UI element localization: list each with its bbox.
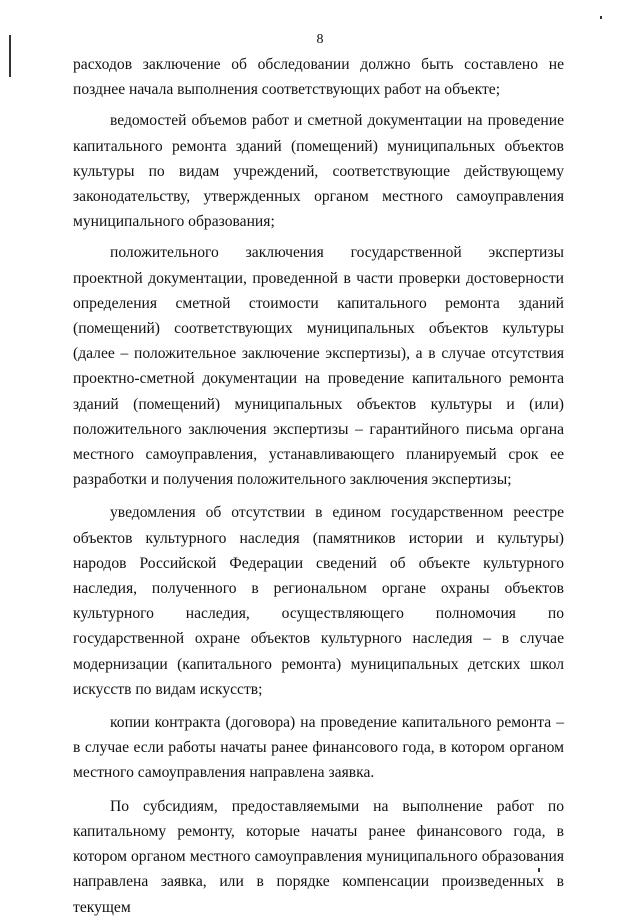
document-body — [73, 52, 564, 920]
paragraph-continuation: расходов заключение об обследовании должно быть составлено не позднее начала выполнения соответствующих работ на объекте; — [73, 56, 564, 99]
paragraph-work-statements: ведомостей объемов работ и сметной документации на проведение капитального ремонта зданий (помещений) муниципальных объектов культуры по видам учреждений, соответствующие действующему законодательству, утвержденных органом местного самоуправления муниципального образования; — [73, 112, 564, 231]
paragraph-subsidies: По субсидиям, предоставляемыми на выполнение работ по капитальному ремонту, которые начаты ранее финансового года, в котором органом местного самоуправления муниципального образования направлена заявка, или в порядке компенсации произведенных в текущем — [73, 797, 564, 916]
page-number: 8 — [316, 32, 324, 47]
scan-dot — [600, 16, 602, 19]
paragraph-heritage-notice: уведомления об отсутствии в едином государственном реестре объектов культурного наследия (памятников истории и культуры) народов Российской Федерации сведений об объекте культурного наследия, полученного в региональном органе охраны объектов культурного наследия, осуществляющего полномочия по государственной охране объектов культурного наследия – в случае модернизации (капитального ремонта) муниципальных детских школ искусств по видам искусств; — [73, 504, 564, 698]
paragraph-contract-copy: копии контракта (договора) на проведение капитального ремонта – в случае если работы начаты ранее финансового года, в котором органом местного самоуправления направлена заявка. — [73, 714, 564, 782]
paragraph-expert-conclusion: положительного заключения государственной экспертизы проектной документации, проведенной в части проверки достоверности определения сметной стоимости капитального ремонта зданий (помещений) соответствующих муниципальных объектов культуры (далее – положительное заключение экспертизы), а в случае отсутствия проектно-сметной документации на проведение капитального ремонта зданий (помещений) муниципальных объектов культуры и (или) положительного заключения экспертизы – гарантийного письма органа местного самоуправления, устанавливающего планируемый срок ее разработки и получения положительного заключения экспертизы; — [73, 244, 564, 489]
